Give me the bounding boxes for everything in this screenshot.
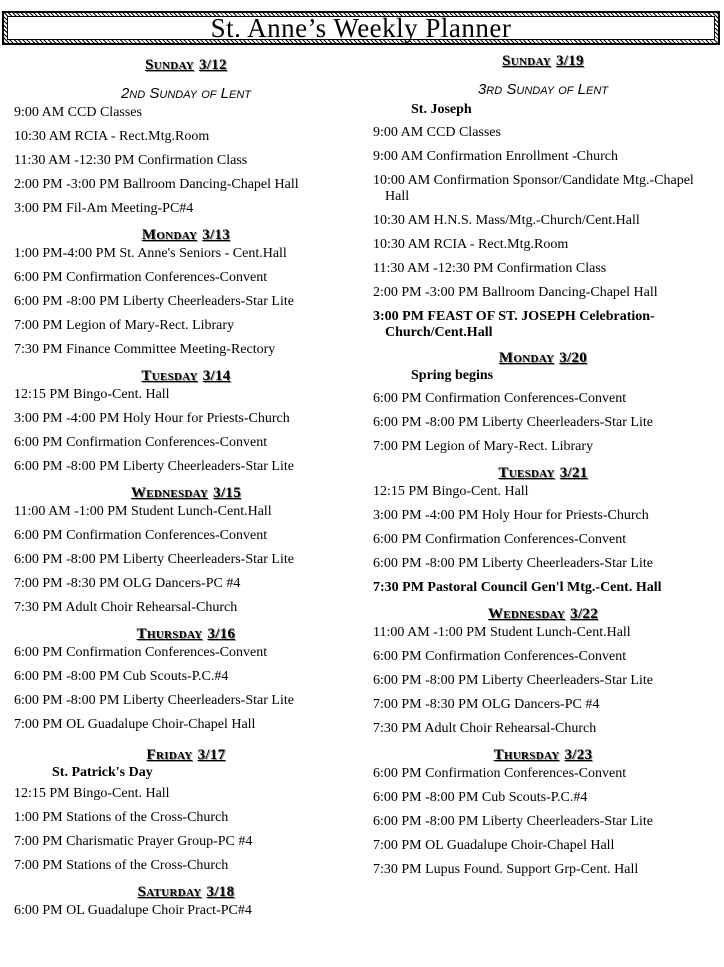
event-item: 6:00 PM -8:00 PM Liberty Cheerleaders-Star Lite xyxy=(373,673,653,688)
observance: 2nd Sunday of Lent xyxy=(120,85,252,102)
day-header: Tuesday 3/14 xyxy=(141,368,231,384)
day-header: Thursday 3/16 xyxy=(136,626,236,642)
event-item: 6:00 PM OL Guadalupe Choir Pract-PC#4 xyxy=(14,903,252,918)
event-item: 11:30 AM -12:30 PM Confirmation Class xyxy=(14,153,248,168)
page-title: St. Anne’s Weekly Planner xyxy=(210,12,512,43)
event-item: 7:30 PM Adult Choir Rehearsal-Church xyxy=(373,721,597,736)
event-item: 6:00 PM Confirmation Conferences-Convent xyxy=(14,528,268,543)
event-item: 6:00 PM -8:00 PM Liberty Cheerleaders-Star Lite xyxy=(373,556,653,571)
event-item: 6:00 PM -8:00 PM Liberty Cheerleaders-Star Lite xyxy=(373,814,653,829)
event-item: 7:00 PM Charismatic Prayer Group-PC #4 xyxy=(14,834,253,849)
event-item: 6:00 PM -8:00 PM Liberty Cheerleaders-Star Lite xyxy=(373,415,653,430)
day-monday-3-20 xyxy=(373,349,713,455)
event-item: 10:30 AM RCIA - Rect.Mtg.Room xyxy=(14,129,210,144)
day-thursday-3-23 xyxy=(373,746,713,878)
event-item: 11:00 AM -1:00 PM Student Lunch-Cent.Hall xyxy=(14,504,272,519)
day-header: Sunday 3/12 xyxy=(145,57,227,73)
event-item: 7:00 PM Stations of the Cross-Church xyxy=(14,858,229,873)
title-banner-inner xyxy=(7,12,715,43)
day-thursday-3-16 xyxy=(14,625,358,733)
day-header: Friday 3/17 xyxy=(146,747,226,763)
feast-day: St. Joseph xyxy=(411,102,472,117)
day-tuesday-3-14 xyxy=(14,367,358,475)
day-sunday-3-19 xyxy=(373,52,713,341)
day-header: Tuesday 3/21 xyxy=(498,465,588,481)
observance: 3rd Sunday of Lent xyxy=(477,81,609,98)
event-item: 6:00 PM -8:00 PM Cub Scouts-P.C.#4 xyxy=(373,790,588,805)
event-item: 7:00 PM -8:30 PM OLG Dancers-PC #4 xyxy=(14,576,241,591)
day-header: Wednesday 3/15 xyxy=(130,485,242,501)
event-item: 6:00 PM Confirmation Conferences-Convent xyxy=(373,532,627,547)
event-item: 7:00 PM Legion of Mary-Rect. Library xyxy=(14,318,235,333)
event-item-highlight: 7:30 PM Pastoral Council Gen'l Mtg.-Cent. Hall xyxy=(373,580,662,595)
title-banner xyxy=(2,11,720,45)
event-item: 7:30 PM Lupus Found. Support Grp-Cent. Hall xyxy=(373,862,639,877)
event-item: 7:00 PM OL Guadalupe Choir-Chapel Hall xyxy=(373,838,615,853)
event-item: 2:00 PM -3:00 PM Ballroom Dancing-Chapel Hall xyxy=(373,285,658,300)
event-item: 6:00 PM Confirmation Conferences-Convent xyxy=(373,391,627,406)
day-header: Thursday 3/23 xyxy=(493,747,593,763)
event-item: 12:15 PM Bingo-Cent. Hall xyxy=(14,786,170,801)
event-item: 11:00 AM -1:00 PM Student Lunch-Cent.Hall xyxy=(373,625,631,640)
day-friday-3-17 xyxy=(14,746,358,874)
day-header: Saturday 3/18 xyxy=(137,884,235,900)
event-item-highlight: 3:00 PM FEAST OF ST. JOSEPH Celebration-Church/Cent.Hall xyxy=(373,309,655,340)
event-item: 9:00 AM CCD Classes xyxy=(14,105,142,120)
event-item: 3:00 PM -4:00 PM Holy Hour for Priests-Church xyxy=(373,508,649,523)
event-item: 6:00 PM Confirmation Conferences-Convent xyxy=(373,766,627,781)
event-item: 7:00 PM Legion of Mary-Rect. Library xyxy=(373,439,594,454)
event-item: 10:30 AM H.N.S. Mass/Mtg.-Church/Cent.Hall xyxy=(373,213,640,228)
event-item: 7:30 PM Finance Committee Meeting-Rectory xyxy=(14,342,276,357)
day-header: Monday 3/20 xyxy=(498,350,588,366)
event-item: 6:00 PM -8:00 PM Liberty Cheerleaders-Star Lite xyxy=(14,294,294,309)
event-item: 9:00 AM Confirmation Enrollment -Church xyxy=(373,149,618,164)
event-item: 2:00 PM -3:00 PM Ballroom Dancing-Chapel Hall xyxy=(14,177,299,192)
day-header: Monday 3/13 xyxy=(141,227,231,243)
event-item: 12:15 PM Bingo-Cent. Hall xyxy=(14,387,170,402)
event-item: 7:00 PM OL Guadalupe Choir-Chapel Hall xyxy=(14,717,256,732)
right-column xyxy=(373,50,713,878)
event-item: 1:00 PM-4:00 PM St. Anne's Seniors - Cent.Hall xyxy=(14,246,287,261)
event-item: 10:30 AM RCIA - Rect.Mtg.Room xyxy=(373,237,569,252)
event-item: 6:00 PM -8:00 PM Liberty Cheerleaders-Star Lite xyxy=(14,552,294,567)
day-saturday-3-18 xyxy=(14,883,358,919)
event-item: 6:00 PM -8:00 PM Liberty Cheerleaders-Star Lite xyxy=(14,459,294,474)
day-header: Sunday 3/19 xyxy=(502,53,584,69)
day-tuesday-3-21 xyxy=(373,464,713,596)
event-item: 6:00 PM -8:00 PM Liberty Cheerleaders-Star Lite xyxy=(14,693,294,708)
left-column xyxy=(14,52,358,919)
event-item: 6:00 PM Confirmation Conferences-Convent xyxy=(14,435,268,450)
event-item: 7:30 PM Adult Choir Rehearsal-Church xyxy=(14,600,238,615)
day-header: Wednesday 3/22 xyxy=(487,606,599,622)
event-item: 6:00 PM Confirmation Conferences-Convent xyxy=(373,649,627,664)
event-item: 12:15 PM Bingo-Cent. Hall xyxy=(373,484,529,499)
event-item: 3:00 PM Fil-Am Meeting-PC#4 xyxy=(14,201,194,216)
day-sunday-3-12 xyxy=(14,56,358,217)
event-item: 3:00 PM -4:00 PM Holy Hour for Priests-Church xyxy=(14,411,290,426)
event-item: 1:00 PM Stations of the Cross-Church xyxy=(14,810,229,825)
event-item: 6:00 PM Confirmation Conferences-Convent xyxy=(14,270,268,285)
observance: Spring begins xyxy=(411,368,494,383)
event-item: 9:00 AM CCD Classes xyxy=(373,125,501,140)
event-item: 10:00 AM Confirmation Sponsor/Candidate Mtg.-Chapel Hall xyxy=(373,173,694,204)
day-wednesday-3-22 xyxy=(373,605,713,737)
day-wednesday-3-15 xyxy=(14,484,358,616)
event-item: 6:00 PM Confirmation Conferences-Convent xyxy=(14,645,268,660)
event-item: 7:00 PM -8:30 PM OLG Dancers-PC #4 xyxy=(373,697,600,712)
event-item: 11:30 AM -12:30 PM Confirmation Class xyxy=(373,261,607,276)
event-item: 6:00 PM -8:00 PM Cub Scouts-P.C.#4 xyxy=(14,669,229,684)
observance: St. Patrick's Day xyxy=(52,765,153,780)
day-monday-3-13 xyxy=(14,226,358,358)
